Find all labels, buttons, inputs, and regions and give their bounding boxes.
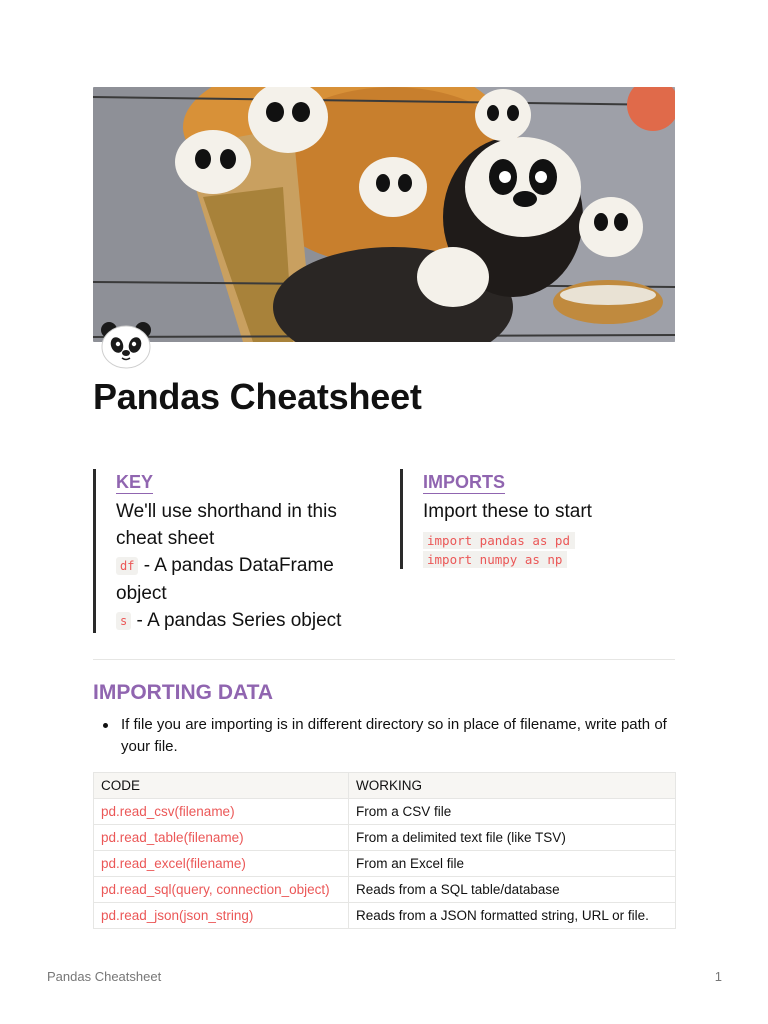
- inline-code-s: s: [116, 612, 131, 630]
- page-icon[interactable]: [99, 320, 153, 370]
- table-row: [94, 851, 676, 877]
- table-cell-code: pd.read_table(filename): [94, 825, 349, 851]
- key-heading: KEY: [116, 472, 154, 492]
- bullet-dot: [103, 723, 108, 728]
- table-row: [94, 825, 676, 851]
- import-numpy-line: import numpy as np: [423, 551, 567, 568]
- key-intro: We'll use shorthand in this cheat sheet: [116, 501, 337, 549]
- footer-page-number: 1: [714, 969, 722, 984]
- importing-data-heading: IMPORTING DATA: [93, 681, 274, 704]
- table-cell-code: pd.read_excel(filename): [94, 851, 349, 877]
- list-item: [93, 714, 675, 758]
- panda-face-icon: [99, 320, 153, 370]
- key-item-df: [116, 552, 378, 607]
- cover-image: [93, 87, 675, 342]
- page-title: Pandas Cheatsheet: [93, 376, 422, 417]
- table-cell-code: pd.read_csv(filename): [94, 799, 349, 825]
- panda-mural-image: [93, 87, 675, 342]
- section-divider: [93, 659, 675, 660]
- footer-title: Pandas Cheatsheet: [47, 969, 162, 984]
- import-pandas-line: import pandas as pd: [423, 532, 575, 549]
- table-cell-code: pd.read_sql(query, connection_object): [94, 877, 349, 903]
- imports-intro: Import these to start: [423, 501, 592, 522]
- bullet-text: If file you are importing is in different directory so in place of filename, write path of your file.: [121, 716, 667, 755]
- table-row: [94, 799, 676, 825]
- imports-code-block: [423, 531, 663, 569]
- key-body: [116, 498, 378, 635]
- column-header-code: CODE: [94, 773, 349, 799]
- imports-callout: [400, 469, 663, 569]
- table-cell-code: pd.read_json(json_string): [94, 903, 349, 929]
- key-item-df-text: - A pandas DataFrame object: [116, 555, 334, 604]
- table-header-row: [94, 773, 676, 799]
- importing-table: [93, 772, 676, 929]
- column-header-working: WORKING: [349, 773, 676, 799]
- table-cell-working: From a delimited text file (like TSV): [349, 825, 676, 851]
- table-cell-working: Reads from a SQL table/database: [349, 877, 676, 903]
- table-cell-working: Reads from a JSON formatted string, URL or file.: [349, 903, 676, 929]
- table-cell-working: From a CSV file: [349, 799, 676, 825]
- table-row: [94, 903, 676, 929]
- table-row: [94, 877, 676, 903]
- table-cell-working: From an Excel file: [349, 851, 676, 877]
- key-item-s: [116, 607, 378, 635]
- key-callout: [93, 469, 378, 633]
- importing-bullets: [93, 714, 675, 758]
- imports-heading: IMPORTS: [423, 472, 506, 492]
- key-item-s-text: - A pandas Series object: [131, 610, 342, 631]
- inline-code-df: df: [116, 557, 138, 575]
